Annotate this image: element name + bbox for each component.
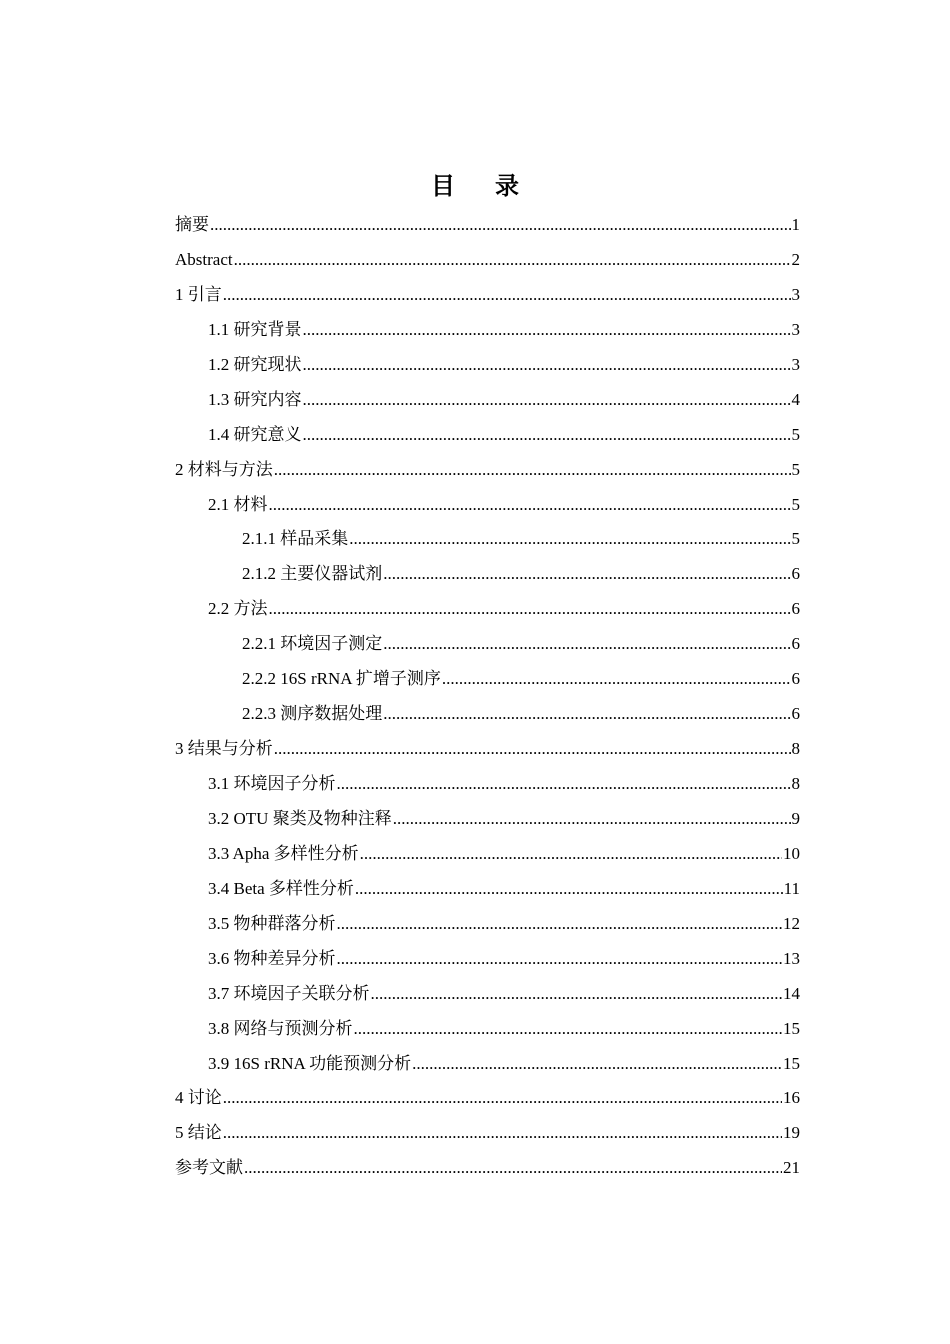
toc-entry[interactable] — [175, 592, 800, 627]
toc-entry[interactable] — [175, 977, 800, 1012]
toc-title: 目录 — [431, 172, 559, 200]
toc-entry-title: 2.1.1 样品采集 — [242, 529, 349, 549]
toc-dot-leader — [360, 837, 782, 872]
toc-dot-leader — [274, 732, 791, 767]
toc-dot-leader — [383, 627, 790, 662]
toc-dot-leader — [303, 383, 791, 418]
toc-page-number: 6 — [791, 599, 800, 619]
toc-entry-title: 2.2 方法 — [208, 599, 268, 619]
toc-entry[interactable] — [175, 1047, 800, 1082]
toc-dot-leader — [223, 278, 791, 313]
toc-entry[interactable] — [175, 907, 800, 942]
toc-entry-title: 3.5 物种群落分析 — [208, 913, 336, 933]
toc-entry[interactable] — [175, 557, 800, 592]
toc-dot-leader — [355, 872, 783, 907]
toc-entry-title: 3.9 16S rRNA 功能预测分析 — [208, 1053, 412, 1073]
toc-entry-title: 2.1.2 主要仪器试剂 — [242, 564, 383, 584]
toc-page-number: 19 — [783, 1123, 800, 1143]
toc-dot-leader — [269, 592, 791, 627]
toc-dot-leader — [337, 907, 783, 942]
toc-entry[interactable] — [175, 732, 800, 767]
toc-entry-title: 2.2.2 16S rRNA 扩增子测序 — [242, 669, 441, 689]
toc-entry-title: 1.4 研究意义 — [208, 424, 302, 444]
toc-entry[interactable] — [175, 942, 800, 977]
toc-page-number: 1 — [791, 215, 800, 234]
toc-page-number: 2 — [791, 249, 800, 269]
toc-entry-title: 3 结果与分析 — [175, 739, 273, 759]
toc-page-number: 11 — [783, 878, 800, 898]
toc-entry[interactable] — [175, 208, 800, 243]
toc-entry-title: 2 材料与方法 — [175, 459, 273, 479]
toc-page-number: 21 — [783, 1158, 800, 1178]
toc-entry-title: 2.1 材料 — [208, 494, 268, 514]
toc-entry[interactable] — [175, 453, 800, 488]
toc-page-number: 9 — [791, 808, 800, 828]
toc-entry-title: 3.7 环境因子关联分析 — [208, 983, 370, 1003]
toc-page-number: 3 — [791, 319, 800, 339]
toc-page-number: 15 — [783, 1053, 800, 1073]
toc-entry[interactable] — [175, 1116, 800, 1151]
toc-dot-leader — [303, 313, 791, 348]
toc-entry[interactable] — [175, 767, 800, 802]
toc-entry[interactable] — [175, 627, 800, 662]
toc-entry[interactable] — [175, 243, 800, 278]
toc-dot-leader — [383, 557, 790, 592]
toc-page-number: 16 — [783, 1088, 800, 1108]
toc-dot-leader — [383, 697, 790, 732]
toc-entry[interactable] — [175, 488, 800, 523]
toc-entry[interactable] — [175, 278, 800, 313]
toc-dot-leader — [210, 208, 791, 243]
toc-page-number: 13 — [783, 948, 800, 968]
toc-page-number: 3 — [791, 284, 800, 304]
toc-entry[interactable] — [175, 522, 800, 557]
toc-list — [175, 208, 800, 1186]
toc-entry-title: 2.2.3 测序数据处理 — [242, 704, 383, 724]
toc-entry-title: 4 讨论 — [175, 1088, 222, 1108]
toc-page-number: 3 — [791, 354, 800, 374]
toc-dot-leader — [354, 1012, 783, 1047]
toc-entry[interactable] — [175, 872, 800, 907]
toc-dot-leader — [274, 453, 791, 488]
toc-entry[interactable] — [175, 1081, 800, 1116]
toc-entry[interactable] — [175, 837, 800, 872]
toc-entry-title: 3.4 Beta 多样性分析 — [208, 878, 354, 898]
toc-page-number: 5 — [791, 424, 800, 444]
toc-entry-title: 2.2.1 环境因子测定 — [242, 634, 383, 654]
toc-page-number: 6 — [791, 669, 800, 689]
toc-entry[interactable] — [175, 1012, 800, 1047]
toc-page-number: 5 — [791, 459, 800, 479]
toc-dot-leader — [337, 942, 783, 977]
toc-dot-leader — [442, 662, 791, 697]
toc-entry-title: 3.8 网络与预测分析 — [208, 1018, 353, 1038]
toc-dot-leader — [371, 977, 783, 1012]
toc-page-number: 12 — [783, 913, 800, 933]
toc-entry-title: 3.6 物种差异分析 — [208, 948, 336, 968]
toc-dot-leader — [234, 243, 791, 278]
toc-entry[interactable] — [175, 383, 800, 418]
toc-dot-leader — [393, 802, 791, 837]
toc-entry[interactable] — [175, 1151, 800, 1186]
toc-page-number: 5 — [791, 529, 800, 549]
toc-entry[interactable] — [175, 418, 800, 453]
toc-entry-title: 1.3 研究内容 — [208, 389, 302, 409]
toc-entry[interactable] — [175, 697, 800, 732]
toc-dot-leader — [303, 418, 791, 453]
toc-dot-leader — [303, 348, 791, 383]
toc-page-number: 8 — [791, 739, 800, 759]
toc-dot-leader — [412, 1047, 782, 1082]
toc-entry[interactable] — [175, 313, 800, 348]
toc-dot-leader — [244, 1151, 782, 1186]
toc-page-number: 6 — [791, 634, 800, 654]
toc-dot-leader — [349, 522, 790, 557]
toc-page-number: 4 — [791, 389, 800, 409]
toc-entry-title: 3.2 OTU 聚类及物种注释 — [208, 808, 392, 828]
toc-page-number: 6 — [791, 704, 800, 724]
toc-entry-title: 1.2 研究现状 — [208, 354, 302, 374]
toc-entry-title: 摘要 — [175, 215, 209, 234]
toc-page-number: 6 — [791, 564, 800, 584]
toc-entry-title: Abstract — [175, 249, 233, 269]
toc-entry[interactable] — [175, 802, 800, 837]
toc-page-number: 10 — [783, 843, 800, 863]
toc-entry-title: 1 引言 — [175, 284, 222, 304]
toc-entry-title: 3.1 环境因子分析 — [208, 774, 336, 793]
toc-dot-leader — [269, 488, 791, 523]
toc-dot-leader — [223, 1081, 782, 1116]
toc-dot-leader — [223, 1116, 782, 1151]
toc-dot-leader — [337, 767, 791, 802]
toc-entry[interactable] — [175, 662, 800, 697]
toc-page-number: 14 — [783, 983, 800, 1003]
toc-entry-title: 5 结论 — [175, 1123, 222, 1143]
toc-page-number: 8 — [791, 774, 800, 793]
toc-page-number: 5 — [791, 494, 800, 514]
toc-entry-title: 参考文献 — [175, 1158, 243, 1178]
toc-page-number: 15 — [783, 1018, 800, 1038]
toc-entry[interactable] — [175, 348, 800, 383]
toc-entry-title: 3.3 Apha 多样性分析 — [208, 843, 359, 863]
toc-entry-title: 1.1 研究背景 — [208, 319, 302, 339]
